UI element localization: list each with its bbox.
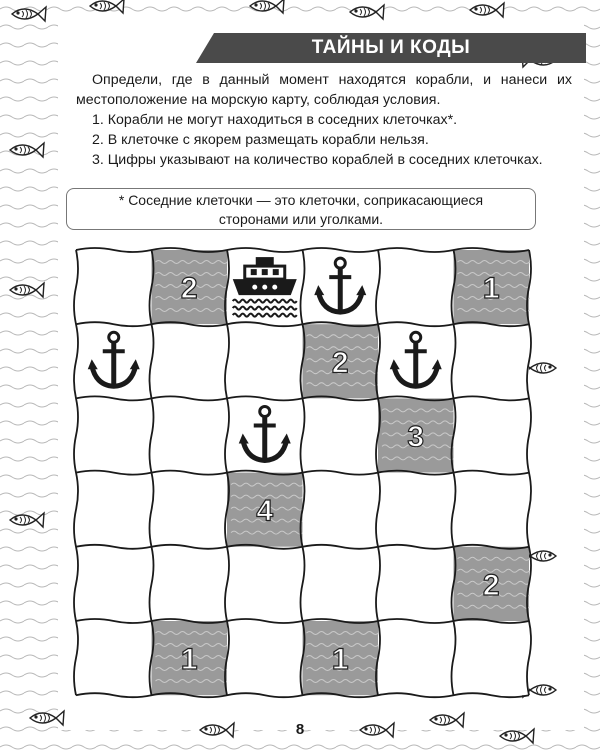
cell-number: 3 [407, 420, 425, 454]
grid-cell-4-2[interactable] [152, 473, 228, 547]
grid-cell-3-4[interactable] [303, 398, 379, 472]
rule-2: 2. В клеточке с якорем размещать корабли нельзя. [92, 132, 429, 148]
grid-cell-6-5[interactable] [378, 621, 454, 695]
intro-text: Определи, где в данный момент находятся корабли, и нанеси их местоположение на морскую карту, соблюдая условия. [76, 72, 572, 108]
grid-cell-4-6[interactable] [454, 473, 530, 547]
grid-cell-6-6[interactable] [454, 621, 530, 695]
cell-number: 1 [180, 643, 198, 677]
cell-number: 2 [180, 272, 198, 306]
rule-1: 1. Корабли не могут находиться в соседних клеточках*. [92, 112, 458, 128]
grid-cell-6-1[interactable] [76, 621, 152, 695]
cell-number: 1 [482, 272, 500, 306]
grid-cell-2-2[interactable] [152, 324, 228, 398]
cell-number: 2 [482, 568, 500, 602]
cell-number: 2 [331, 346, 349, 380]
grid-cell-4-4[interactable] [303, 473, 379, 547]
grid-cell-3-2[interactable] [152, 398, 228, 472]
grid-cell-5-5[interactable] [378, 547, 454, 621]
grid-cell-5-1[interactable] [76, 547, 152, 621]
footnote-line-1: * Соседние клеточки — это клеточки, соприкасающиеся [118, 192, 484, 208]
grid-cell-1-1[interactable] [76, 250, 152, 324]
grid-cell-1-5[interactable] [378, 250, 454, 324]
grid-cell-5-4[interactable] [303, 547, 379, 621]
cell-number: 4 [256, 494, 274, 528]
cell-number: 1 [331, 643, 349, 677]
grid-cell-2-6[interactable] [454, 324, 530, 398]
grid-cell-6-3[interactable] [227, 621, 303, 695]
grid-cell-3-6[interactable] [454, 398, 530, 472]
page-number: 8 [295, 721, 305, 738]
rule-3: 3. Цифры указывают на количество кораблей в соседних клеточках. [92, 152, 543, 168]
footnote-line-2: сторонами или уголками. [218, 211, 384, 227]
grid-cell-4-1[interactable] [76, 473, 152, 547]
grid-cell-5-2[interactable] [152, 547, 228, 621]
grid-cell-4-5[interactable] [378, 473, 454, 547]
grid-cell-5-3[interactable] [227, 547, 303, 621]
grid-cell-3-1[interactable] [76, 398, 152, 472]
page-title: ТАЙНЫ И КОДЫ [311, 37, 471, 58]
grid-cell-2-3[interactable] [227, 324, 303, 398]
